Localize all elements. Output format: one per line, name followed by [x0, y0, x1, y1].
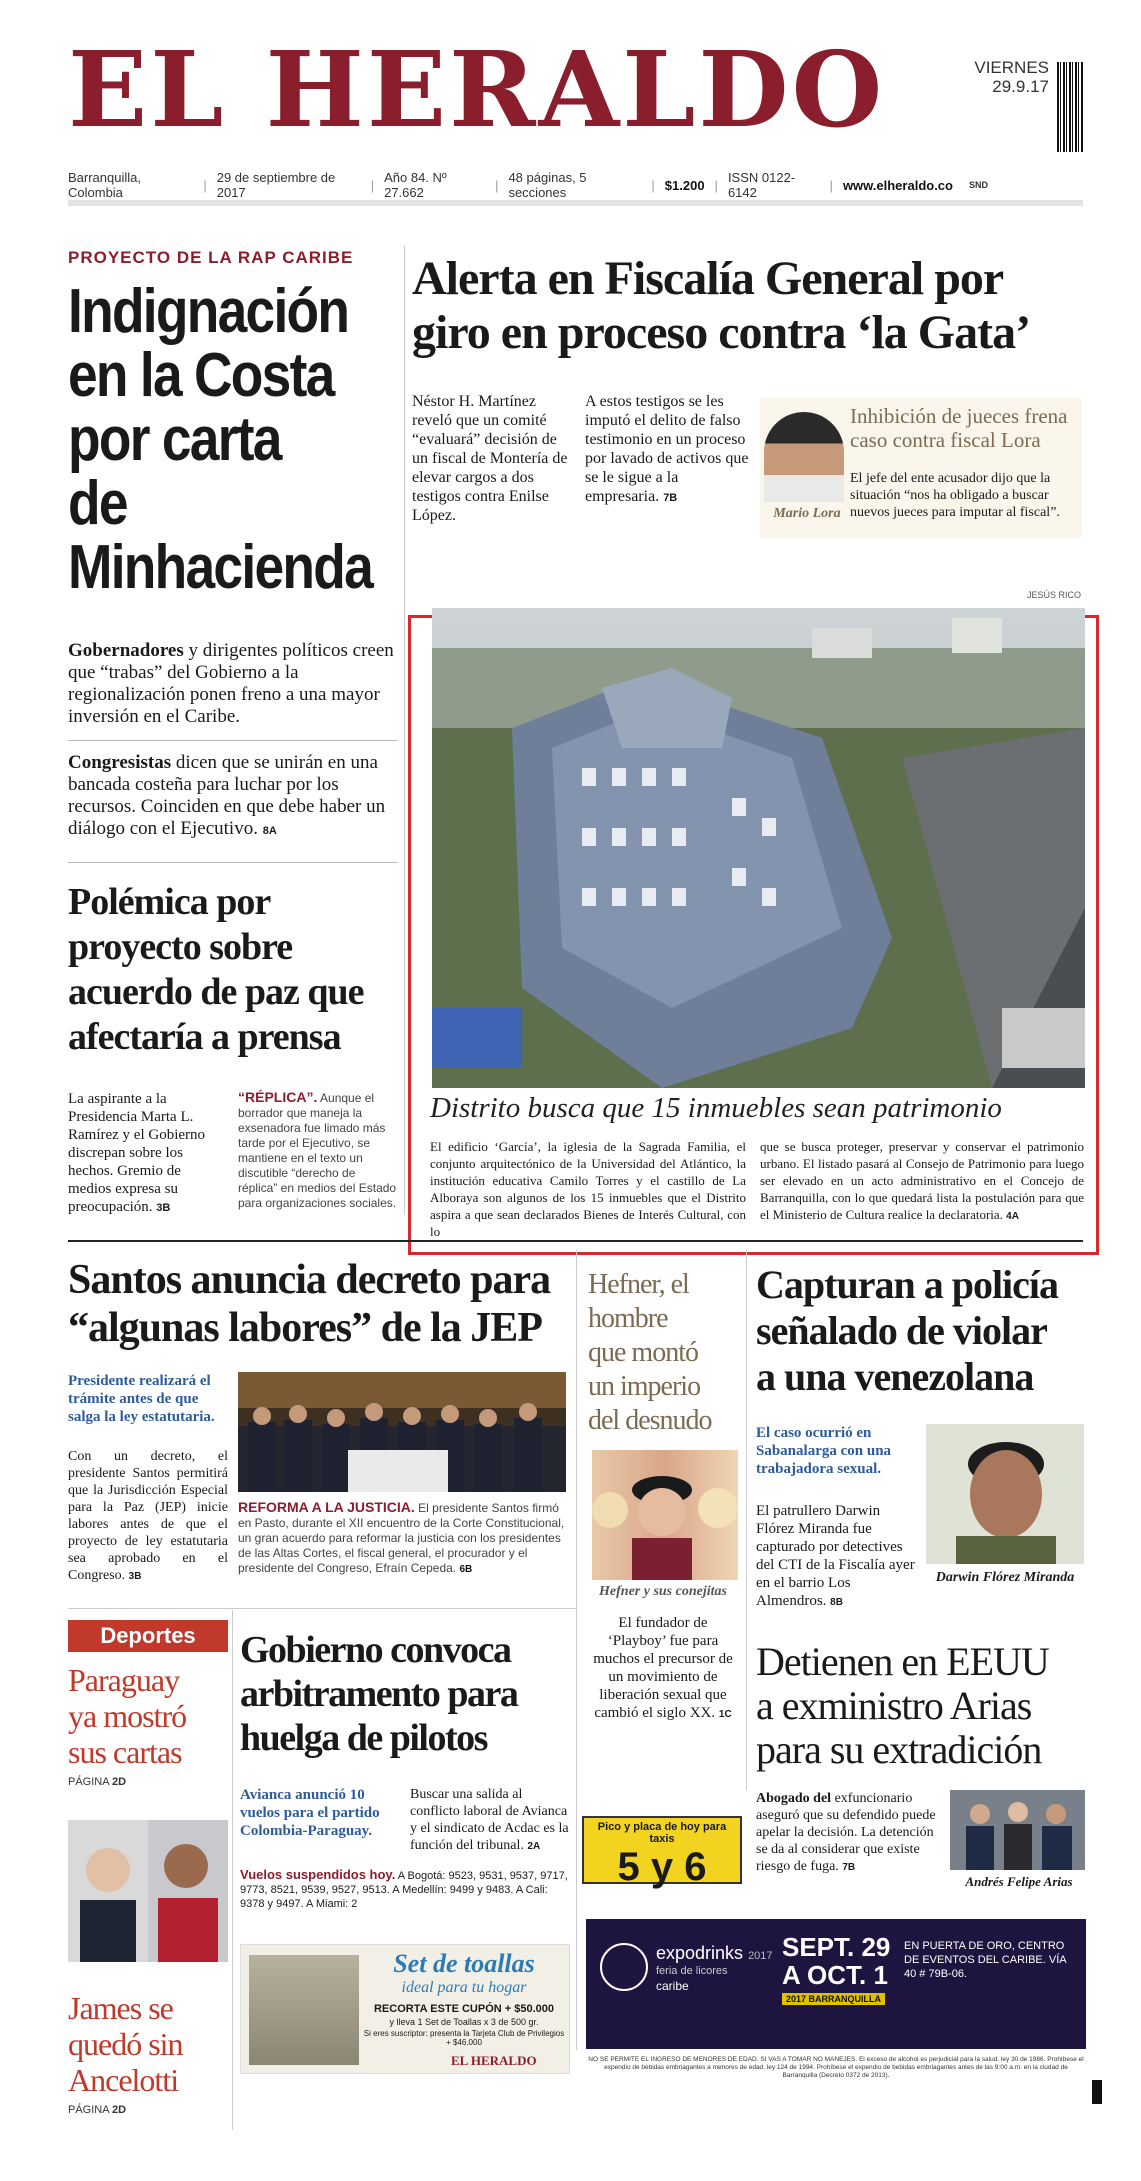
column-divider [232, 1610, 233, 2130]
toallas-ad[interactable] [240, 1944, 570, 2074]
paraguay-page-ref: PÁGINA 2D [68, 1776, 127, 1788]
paraguay-headline[interactable]: Paraguay ya mostró sus cartas [68, 1662, 187, 1770]
toallas-ad-brand: EL HERALDO [451, 2053, 537, 2068]
minhacienda-p2: Congresistas dicen que se unirán en una bancada costeña para luchar por los recursos. Coinciden en que debe haber un diálogo con el Ejecutivo. 8A [68, 752, 386, 839]
policeman-portrait-image [926, 1424, 1084, 1564]
lora-text: El jefe del ente acusador dijo que la situación “nos ha obligado a buscar nuevos jueces para imputar al fiscal”. [850, 471, 1060, 520]
policia-text: El patrullero Darwin Flórez Miranda fue capturado por detectives del CTI de la Fiscalía ayer en el barrio Los Almendros. 8B [756, 1503, 915, 1609]
deportes-section-label[interactable]: Deportes [68, 1620, 228, 1652]
vuelos-suspendidos: Vuelos suspendidos hoy. A Bogotá: 9523, 9531, 9537, 9717, 9773, 8521, 9539, 9527, 9513. A Medellín: 9499 y 9483. A Cali: 9378 y 9497. A Miami: 2 [240, 1867, 568, 1910]
distrito-col2: que se busca proteger, preservar y conservar el patrimonio urbano. El listado pasará al Consejo de Patrimonio para luego ser elevado en un acto administrativo en el Concejo de Barranquilla, con lo que quedará lista la postulación para que el Ministerio de Cultura realice la declaratoria. 4A [760, 1139, 1084, 1222]
toallas-ad-line2: y lleva 1 Set de Toallas x 3 de 500 gr. [389, 2017, 539, 2027]
aerial-city-image [432, 608, 1085, 1088]
expodrinks-legal: NO SE PERMITE EL INGRESO DE MENORES DE EDAD. SI VAS A TOMAR NO MANEJES. El exceso de alcohol es perjudicial para la salud. ley 30 de 1986. Prohíbese el expendio de bebidas embriagantes a menores de edad. ley 124 de 1994. Prohíbese el expendio de bebidas embriagantes antes de las 9:00 a.m. en la ciudad de Barranquilla (Decreto 0372 de 2013). [588, 2056, 1084, 2079]
pico-placa-value: 5 y 6 [617, 1845, 707, 1889]
policia-deck: El caso ocurrió en Sabanalarga con una trabajadora sexual. [756, 1425, 892, 1477]
hefner-headline[interactable]: Hefner, el hombre que montó un imperio del desnudo [588, 1269, 712, 1436]
polemica-col1: La aspirante a la Presidencia Marta L. Ramírez y el Gobierno discrepan sobre los hechos. Gremio de medios expresa su preocupación. 3B [68, 1091, 206, 1215]
hefner-text: El fundador de ‘Playboy’ fue para muchos el precursor de un movimiento de liberación sexual que cambió el siglo XX. 1C [593, 1615, 733, 1721]
info-price: $1.200 [664, 177, 705, 193]
lora-sidebar[interactable] [760, 398, 1082, 538]
masthead-title: EL HERALDO [68, 28, 886, 151]
hefner-caption: Hefner y sus conejitas [599, 1584, 727, 1599]
expodrinks-name: expodrinks 2017 [656, 1943, 773, 1963]
expodrinks-city: 2017 BARRANQUILLA [782, 1993, 885, 2005]
distrito-headline[interactable]: Distrito busca que 15 inmuebles sean patrimonio [430, 1092, 1002, 1124]
arias-headline[interactable]: Detienen en EEUU a exministro Arias para su extradición [756, 1639, 1049, 1772]
arias-text: Abogado del exfuncionario aseguró que su defendido puede apelar la decisión. La detención se da al considerar que existe riesgo de fuga. 7B [756, 1791, 936, 1874]
arias-caption: Andrés Felipe Arias [965, 1874, 1073, 1889]
hefner-photo[interactable] [592, 1450, 738, 1580]
info-pages: 48 páginas, 5 secciones [508, 170, 587, 200]
divider [68, 862, 398, 863]
toallas-ad-title: Set de toallas [393, 1949, 535, 1978]
distrito-building-photo[interactable] [432, 608, 1085, 1088]
darwin-caption: Darwin Flórez Miranda [935, 1570, 1075, 1585]
fiscalia-col1: Néstor H. Martínez reveló que un comité “evaluará” decisión de un fiscal de Montería de elevar cargos a dos testigos contra Enilse López. [412, 393, 568, 524]
pilotos-text: Buscar una salida al conflicto laboral de Avianca y el sindicato de Acdac es la función del tribunal. 2A [410, 1787, 569, 1853]
toallas-ad-image [249, 1955, 359, 2065]
info-issn: ISSN 0122-6142 [727, 170, 796, 200]
registration-mark [1092, 2080, 1102, 2104]
fiscalia-headline[interactable]: Alerta en Fiscalía General por giro en proceso contra ‘la Gata’ [412, 252, 1031, 359]
expodrinks-logo-icon [600, 1943, 648, 1991]
expodrinks-sub: feria de licores [656, 1965, 728, 1977]
headline-line: en la Costa [68, 341, 334, 410]
photo-credit: JESÚS RICO [1026, 590, 1081, 600]
policia-headline[interactable]: Capturan a policía señalado de violar a una venezolana [756, 1262, 1059, 1399]
barcode-icon [1057, 62, 1083, 152]
santos-headline[interactable]: Santos anuncia decreto para “algunas labores” de la JEP [68, 1257, 551, 1351]
expodrinks-ad[interactable] [586, 1919, 1086, 2049]
header-divider [68, 200, 1083, 206]
info-bar: Barranquilla, Colombia | 29 de septiembre de 2017 | Año 84. Nº 27.662 | 48 páginas, 5 secciones | $1.200 | ISSN 0122-6142 | www.elheraldo.co SND [68, 170, 988, 200]
pico-placa-box [582, 1816, 742, 1889]
james-ancelotti-photo[interactable] [68, 1820, 228, 1962]
headline-line: por carta de [68, 405, 281, 538]
james-ancelotti-image [68, 1820, 228, 1962]
pilotos-headline[interactable]: Gobierno convoca arbitramento para huelga de pilotos [240, 1629, 518, 1759]
minhacienda-p1: Gobernadores y dirigentes políticos creen que “trabas” del Gobierno a la regionalización ponen freno a una mayor inversión en el Caribe. [68, 640, 394, 727]
officials-group-image [238, 1372, 566, 1492]
fiscalia-col2: A estos testigos se les imputó el delito de falso testimonio en un proceso por lavado de activos que se le sigue a la empresaria. 7B [585, 393, 749, 505]
santos-jep-photo[interactable] [238, 1372, 566, 1492]
expodrinks-dates: SEPT. 29 A OCT. 1 [782, 1932, 891, 1990]
headline-line: Indignación [68, 277, 349, 346]
section-divider [68, 1240, 1083, 1242]
info-date: 29 de septiembre de 2017 [216, 170, 336, 200]
hefner-conejitas-image [592, 1450, 738, 1580]
arias-detained-image [950, 1790, 1085, 1870]
toallas-ad-line1: RECORTA ESTE CUPÓN + $50.000 [373, 2003, 555, 2015]
edition-day: VIERNES [974, 58, 1049, 77]
rap-caribe-kicker: PROYECTO DE LA RAP CARIBE [68, 248, 354, 267]
polemica-col2: “RÉPLICA”. Aunque el borrador que maneja la exsenadora fue limado más tarde por el Ejecutivo, se mantiene en el texto un discutible “derecho de réplica” en medios del Estado para organizaciones sociales. [238, 1089, 397, 1210]
edition-date-short: 29.9.17 [992, 77, 1049, 96]
lora-title: Inhibición de jueces frena caso contra fiscal Lora [850, 404, 1068, 452]
toallas-ad-line3: Si eres suscriptor: presenta la Tarjeta Club de Privilegios + $46.000 [363, 2029, 565, 2047]
mario-lora-photo [764, 412, 844, 502]
edition-date [974, 58, 1049, 96]
polemica-headline[interactable]: Polémica por proyecto sobre acuerdo de paz que afectaría a prensa [68, 881, 364, 1058]
info-edition: Año 84. Nº 27.662 [384, 170, 447, 200]
santos-col1: Con un decreto, el presidente Santos permitirá que la Jurisdicción Especial para la Paz (JEP) inicie labores antes de que el proyecto de ley estatutaria sea aprobado en el Congreso. 3B [68, 1449, 228, 1583]
expodrinks-venue: EN PUERTA DE ORO, CENTRO DE EVENTOS DEL CARIBE. VÍA 40 # 79B-06. [904, 1940, 1066, 1980]
santos-deck: Presidente realizará el trámite antes de que salga la ley estatutaria. [68, 1373, 215, 1425]
pilotos-deck: Avianca anunció 10 vuelos para el partido Colombia-Paraguay. [240, 1787, 380, 1839]
arias-photo[interactable] [950, 1790, 1085, 1870]
darwin-photo[interactable] [926, 1424, 1084, 1564]
divider [68, 1608, 576, 1609]
james-headline[interactable]: James se quedó sin Ancelotti [68, 1990, 183, 2098]
column-divider [404, 245, 405, 1215]
column-divider [746, 1250, 747, 1790]
toallas-ad-subtitle: ideal para tu hogar [401, 1979, 527, 1996]
headline-line: Minhacienda [68, 533, 373, 602]
divider [68, 740, 398, 741]
santos-caption: REFORMA A LA JUSTICIA. El presidente Santos firmó en Pasto, durante el XII encuentro de la Corte Constitucional, un gran acuerdo para reformar la justicia con los presidentes de las Altas Cortes, el fiscal general, el procurador y el presidente del Congreso, Efraín Cepeda. 6B [238, 1499, 565, 1575]
pico-placa-label: Pico y placa de hoy para taxis [597, 1821, 727, 1845]
minhacienda-headline[interactable] [68, 277, 373, 602]
james-page-ref: PÁGINA 2D [68, 2104, 127, 2116]
snd-logo: SND [968, 180, 988, 190]
expodrinks-caribe: caribe [656, 1979, 689, 1993]
lora-caption: Mario Lora [773, 506, 841, 521]
column-divider [576, 1250, 577, 2050]
distrito-col1: El edificio ‘García’, la iglesia de la Sagrada Familia, el conjunto arquitectónico de la Universidad del Atlántico, la institución educativa Camilo Torres y el castillo de La Alboraya son algunos de los 15 inmuebles que el Distrito aspira a que sean declarados Bienes de Interés Cultural, con lo [430, 1139, 746, 1239]
info-city: Barranquilla, Colombia [68, 170, 141, 200]
info-web-link[interactable]: www.elheraldo.co [842, 177, 953, 193]
